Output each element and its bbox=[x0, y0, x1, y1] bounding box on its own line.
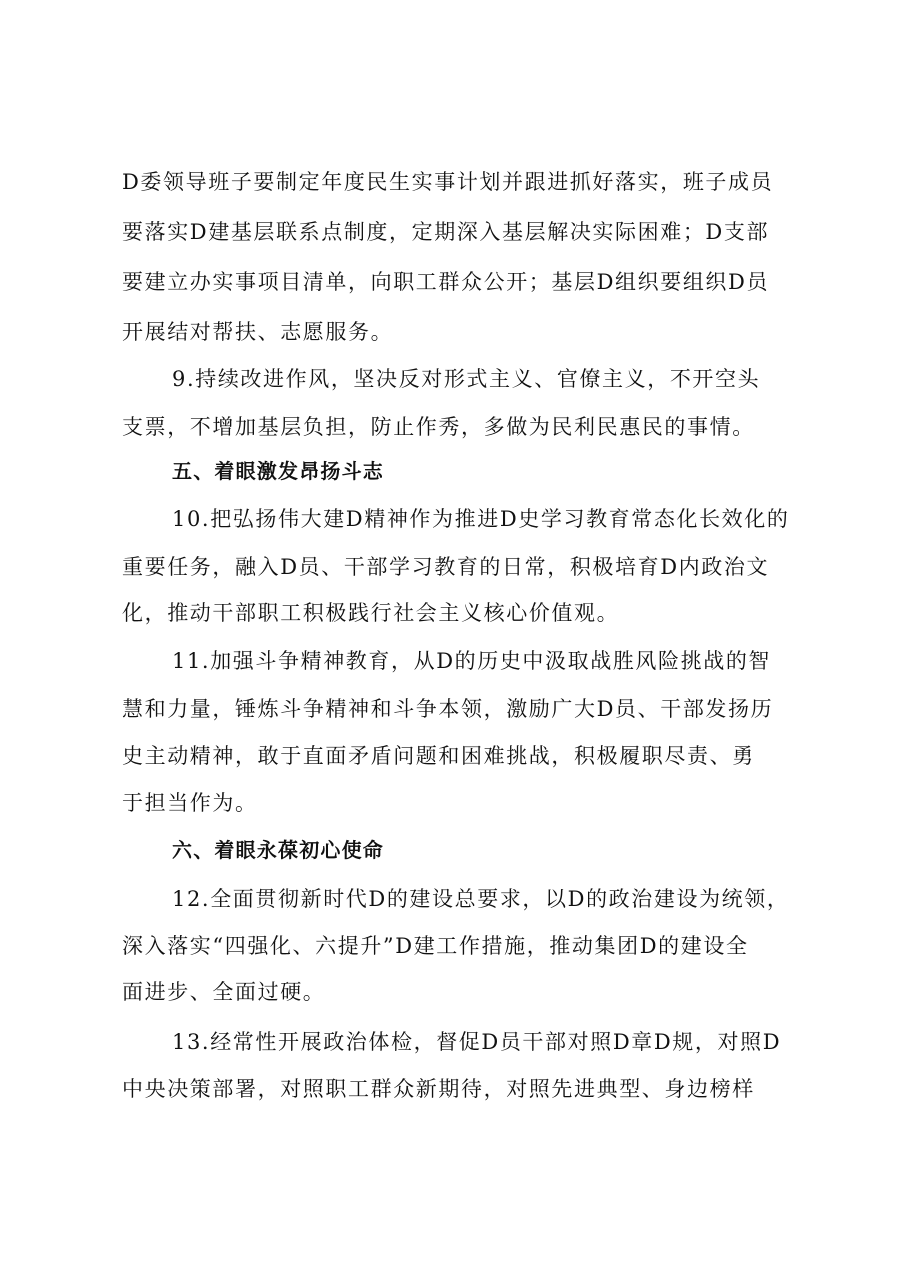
text-line: 中央决策部署，对照职工群众新期待，对照先进典型、身边榜样 bbox=[122, 1077, 755, 1101]
text-line: 深入落实“四强化、六提升”D建工作措施，推动集团D的建设全 bbox=[122, 934, 749, 958]
text-line: 化，推动干部职工积极践行社会主义核心价值观。 bbox=[122, 601, 620, 625]
text-line: 要落实D建基层联系点制度，定期深入基层解决实际困难；D支部 bbox=[122, 220, 770, 244]
section-heading-5: 五、着眼激发昂扬斗志 bbox=[172, 459, 384, 483]
text-line: 开展结对帮扶、志愿服务。 bbox=[122, 320, 394, 344]
text-line: 于担当作为。 bbox=[122, 791, 258, 815]
text-line: D委领导班子要制定年度民生实事计划并跟进抓好落实，班子成员 bbox=[122, 170, 774, 194]
text-line: 史主动精神，敢于直面矛盾问题和困难挑战，积极履职尽责、勇 bbox=[122, 744, 755, 768]
paragraph-item-13: 13.经常性开展政治体检，督促D员干部对照D章D规，对照D bbox=[172, 1030, 782, 1054]
text-line: 要建立办实事项目清单，向职工群众公开；基层D组织要组织D员 bbox=[122, 270, 770, 294]
paragraph-item-12: 12.全面贯彻新时代D的建设总要求，以D的政治建设为统领， bbox=[172, 887, 790, 911]
paragraph-item-9: 9.持续改进作风，坚决反对形式主义、官僚主义，不开空头 bbox=[172, 367, 761, 391]
text-line: 面进步、全面过硬。 bbox=[122, 980, 326, 1004]
text-line: 慧和力量，锤炼斗争精神和斗争本领，激励广大D员、干部发扬历 bbox=[122, 697, 774, 721]
paragraph-item-11: 11.加强斗争精神教育，从D的历史中汲取战胜风险挑战的智 bbox=[172, 649, 772, 673]
section-heading-6: 六、着眼永葆初心使命 bbox=[172, 838, 384, 862]
text-line: 重要任务，融入D员、干部学习教育的日常，积极培育D内政治文 bbox=[122, 555, 770, 579]
paragraph-item-10: 10.把弘扬伟大建D精神作为推进D史学习教育常态化长效化的 bbox=[172, 507, 790, 531]
text-line: 支票，不增加基层负担，防止作秀，多做为民利民惠民的事情。 bbox=[122, 415, 755, 439]
